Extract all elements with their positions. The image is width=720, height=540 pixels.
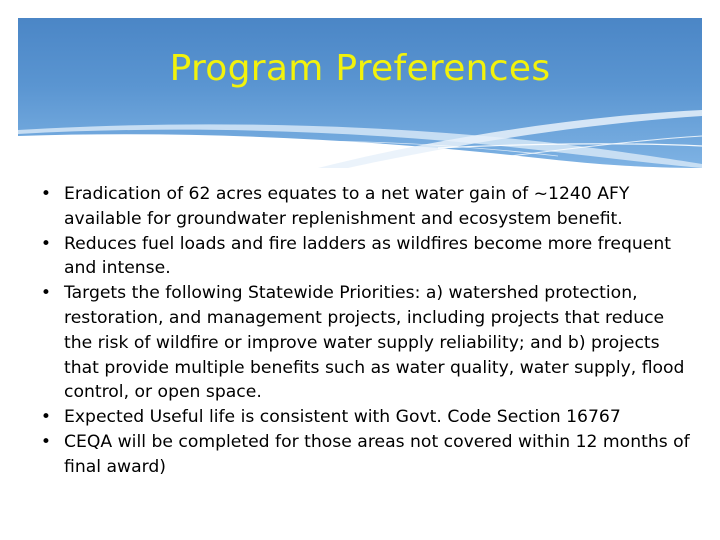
bullet-list (40, 182, 690, 480)
bullet-item (40, 182, 690, 232)
bullet-text: Targets the following Statewide Priorities: a) watershed protection, restoration, and management projects, including projects that reduce the risk of wildfire or improve water supply reliability; and b) projects that provide multiple benefits such as water quality, water supply, flood control, or open space. (64, 283, 685, 403)
bullet-symbol: • (40, 283, 52, 304)
bullet-text: Reduces fuel loads and fire ladders as wildfires become more frequent and intense. (64, 233, 671, 279)
bullet-symbol: • (40, 431, 52, 452)
decorative-swoosh (18, 18, 702, 168)
bullet-item (40, 405, 690, 430)
slide-title: Program Preferences (169, 48, 551, 89)
bullet-text: CEQA will be completed for those areas not covered within 12 months of final award) (64, 431, 690, 477)
bullet-text: Expected Useful life is consistent with Govt. Code Section 16767 (64, 407, 621, 428)
bullet-item (40, 430, 690, 480)
bullet-text: Eradication of 62 acres equates to a net water gain of ~1240 AFY available for groundwater replenishment and ecosystem benefit. (64, 184, 630, 229)
title-banner (18, 18, 702, 168)
bullet-item (40, 232, 690, 282)
bullet-item (40, 281, 690, 405)
bullet-symbol: • (40, 233, 52, 254)
bullet-symbol: • (40, 184, 52, 204)
bullet-symbol: • (40, 407, 52, 428)
